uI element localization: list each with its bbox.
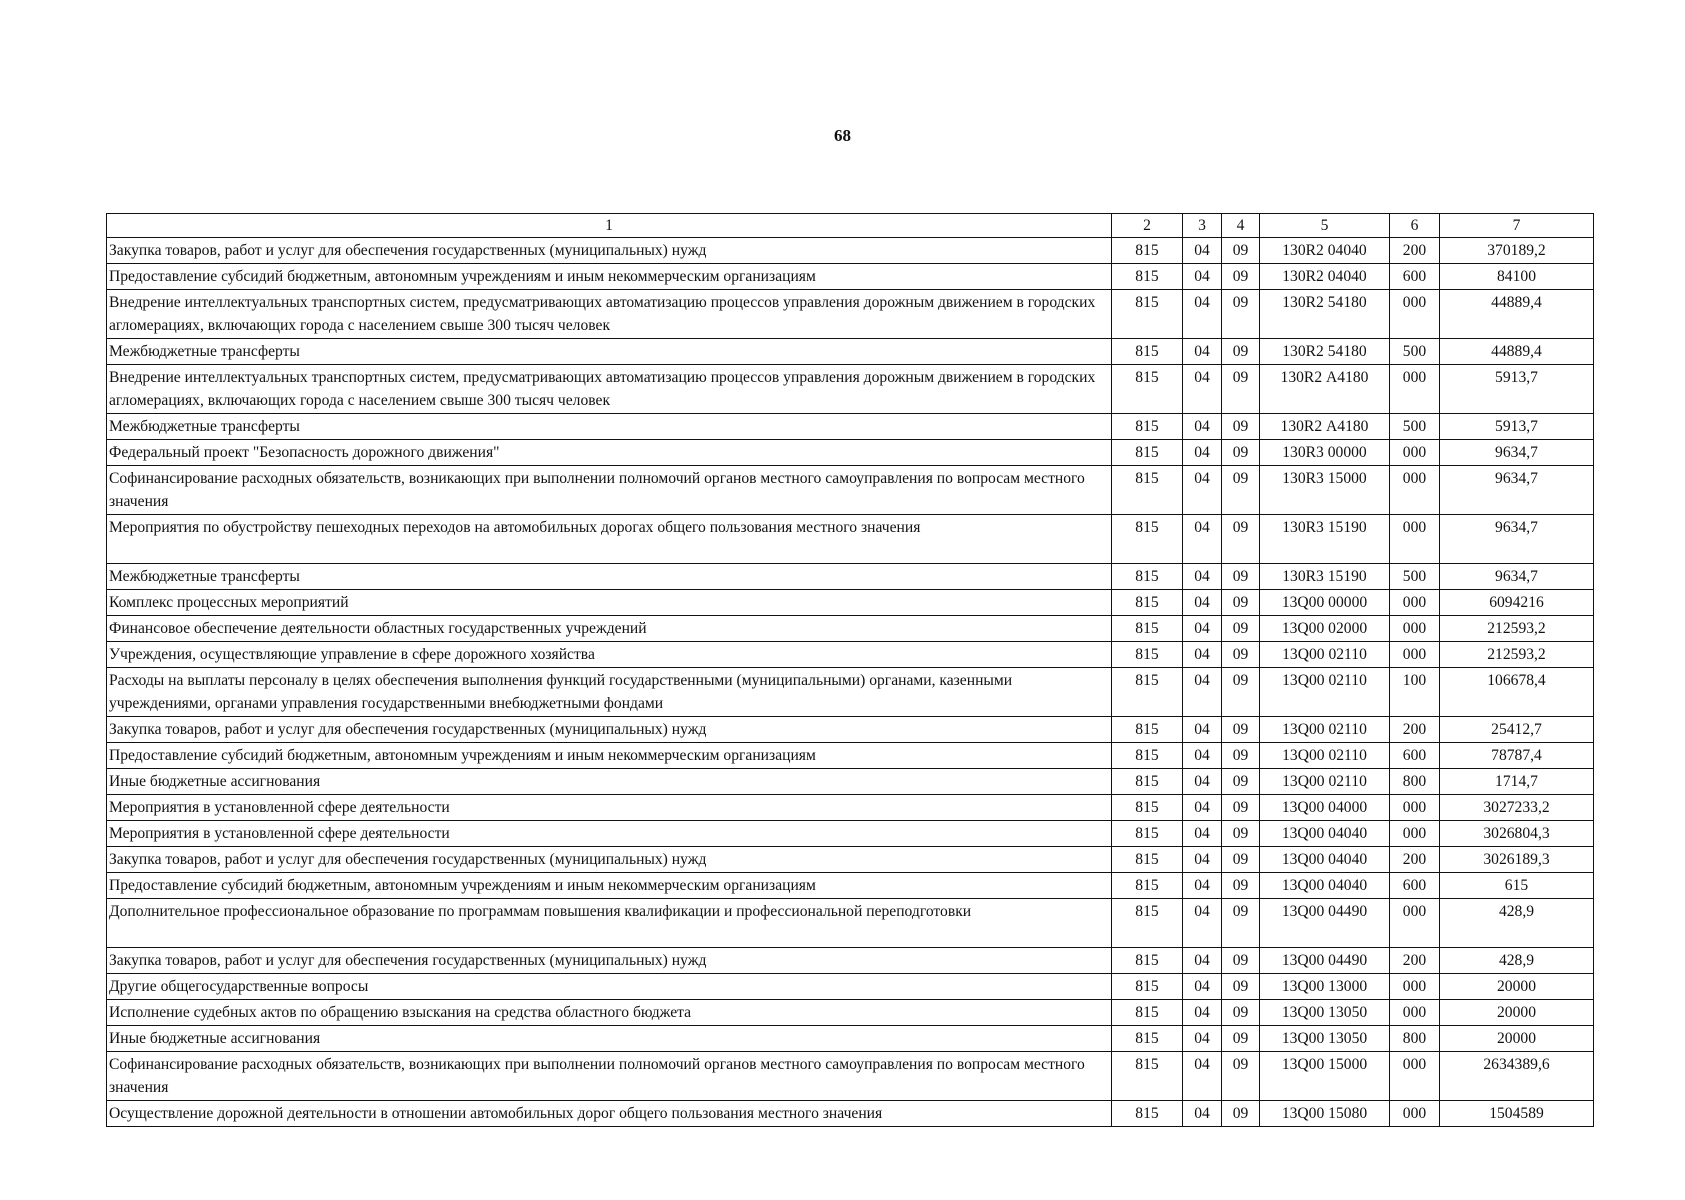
budget-table-container — [106, 213, 1593, 1127]
row-code-section: 04 — [1183, 564, 1222, 590]
row-code-target: 13Q00 04000 — [1260, 795, 1390, 821]
row-code-chapter: 815 — [1112, 564, 1183, 590]
row-amount: 1714,7 — [1440, 769, 1594, 795]
row-code-expense-type: 100 — [1390, 668, 1440, 717]
table-row — [107, 769, 1594, 795]
row-amount: 428,9 — [1440, 948, 1594, 974]
table-row — [107, 948, 1594, 974]
table-row — [107, 466, 1594, 515]
row-code-target: 130R2 54180 — [1260, 290, 1390, 339]
row-code-target: 13Q00 15080 — [1260, 1101, 1390, 1127]
row-code-expense-type: 000 — [1390, 365, 1440, 414]
row-description: Иные бюджетные ассигнования — [107, 1026, 1112, 1052]
table-row — [107, 339, 1594, 365]
row-code-chapter: 815 — [1112, 743, 1183, 769]
row-code-subsection: 09 — [1222, 821, 1260, 847]
table-row — [107, 590, 1594, 616]
row-code-section: 04 — [1183, 795, 1222, 821]
row-code-expense-type: 000 — [1390, 590, 1440, 616]
row-amount: 6094216 — [1440, 590, 1594, 616]
row-code-expense-type: 000 — [1390, 466, 1440, 515]
row-description: Внедрение интеллектуальных транспортных систем, предусматривающих автоматизацию процессов управления дорожным движением в городских агломерациях, включающих города с населением свыше 300 тысяч человек — [107, 290, 1112, 339]
row-code-subsection: 09 — [1222, 873, 1260, 899]
row-code-chapter: 815 — [1112, 1026, 1183, 1052]
row-description: Софинансирование расходных обязательств, возникающих при выполнении полномочий органов местного самоуправления по вопросам местного значения — [107, 466, 1112, 515]
row-code-expense-type: 000 — [1390, 1052, 1440, 1101]
row-code-subsection: 09 — [1222, 717, 1260, 743]
table-row — [107, 290, 1594, 339]
row-code-target: 13Q00 00000 — [1260, 590, 1390, 616]
table-row — [107, 264, 1594, 290]
row-code-subsection: 09 — [1222, 948, 1260, 974]
row-amount: 5913,7 — [1440, 414, 1594, 440]
row-code-section: 04 — [1183, 414, 1222, 440]
row-code-chapter: 815 — [1112, 238, 1183, 264]
row-description: Исполнение судебных актов по обращению взыскания на средства областного бюджета — [107, 1000, 1112, 1026]
row-amount: 44889,4 — [1440, 290, 1594, 339]
row-amount: 3026189,3 — [1440, 847, 1594, 873]
row-code-section: 04 — [1183, 290, 1222, 339]
row-code-chapter: 815 — [1112, 264, 1183, 290]
row-description: Межбюджетные трансферты — [107, 339, 1112, 365]
row-code-expense-type: 000 — [1390, 616, 1440, 642]
row-amount: 44889,4 — [1440, 339, 1594, 365]
header-col-1: 1 — [107, 214, 1112, 238]
row-amount: 370189,2 — [1440, 238, 1594, 264]
row-code-section: 04 — [1183, 974, 1222, 1000]
row-code-subsection: 09 — [1222, 590, 1260, 616]
row-code-section: 04 — [1183, 515, 1222, 564]
row-code-section: 04 — [1183, 847, 1222, 873]
row-code-target: 13Q00 02000 — [1260, 616, 1390, 642]
row-description: Другие общегосударственные вопросы — [107, 974, 1112, 1000]
row-amount: 78787,4 — [1440, 743, 1594, 769]
row-code-chapter: 815 — [1112, 873, 1183, 899]
row-description: Расходы на выплаты персоналу в целях обеспечения выполнения функций государственными (муниципальными) органами, казенными учреждениями, органами управления государственными внебюджетными фондами — [107, 668, 1112, 717]
row-code-section: 04 — [1183, 873, 1222, 899]
row-code-section: 04 — [1183, 264, 1222, 290]
row-amount: 20000 — [1440, 1026, 1594, 1052]
row-code-chapter: 815 — [1112, 717, 1183, 743]
row-code-chapter: 815 — [1112, 414, 1183, 440]
row-code-subsection: 09 — [1222, 440, 1260, 466]
header-col-3: 3 — [1183, 214, 1222, 238]
row-code-subsection: 09 — [1222, 515, 1260, 564]
row-code-section: 04 — [1183, 1101, 1222, 1127]
row-code-target: 13Q00 13050 — [1260, 1000, 1390, 1026]
row-code-expense-type: 200 — [1390, 847, 1440, 873]
row-description: Закупка товаров, работ и услуг для обеспечения государственных (муниципальных) нужд — [107, 847, 1112, 873]
row-description: Внедрение интеллектуальных транспортных систем, предусматривающих автоматизацию процессов управления дорожным движением в городских агломерациях, включающих города с населением свыше 300 тысяч человек — [107, 365, 1112, 414]
row-code-expense-type: 500 — [1390, 564, 1440, 590]
row-code-section: 04 — [1183, 668, 1222, 717]
budget-table — [106, 213, 1594, 1127]
row-amount: 9634,7 — [1440, 515, 1594, 564]
row-code-target: 130R2 А4180 — [1260, 414, 1390, 440]
row-code-subsection: 09 — [1222, 795, 1260, 821]
row-code-chapter: 815 — [1112, 795, 1183, 821]
row-code-target: 13Q00 15000 — [1260, 1052, 1390, 1101]
row-code-expense-type: 600 — [1390, 873, 1440, 899]
row-code-section: 04 — [1183, 948, 1222, 974]
table-row — [107, 717, 1594, 743]
row-code-chapter: 815 — [1112, 339, 1183, 365]
row-code-chapter: 815 — [1112, 948, 1183, 974]
row-code-subsection: 09 — [1222, 616, 1260, 642]
table-row — [107, 414, 1594, 440]
row-amount: 212593,2 — [1440, 616, 1594, 642]
row-description: Мероприятия в установленной сфере деятельности — [107, 821, 1112, 847]
row-code-target: 130R3 00000 — [1260, 440, 1390, 466]
header-col-5: 5 — [1260, 214, 1390, 238]
row-code-section: 04 — [1183, 769, 1222, 795]
row-code-chapter: 815 — [1112, 515, 1183, 564]
row-description: Мероприятия по обустройству пешеходных переходов на автомобильных дорогах общего пользования местного значения — [107, 515, 1112, 564]
row-code-expense-type: 000 — [1390, 974, 1440, 1000]
row-code-chapter: 815 — [1112, 365, 1183, 414]
row-amount: 20000 — [1440, 974, 1594, 1000]
row-code-subsection: 09 — [1222, 1101, 1260, 1127]
row-code-subsection: 09 — [1222, 1052, 1260, 1101]
row-amount: 9634,7 — [1440, 466, 1594, 515]
row-code-target: 13Q00 04490 — [1260, 899, 1390, 948]
row-code-section: 04 — [1183, 642, 1222, 668]
row-code-expense-type: 200 — [1390, 238, 1440, 264]
table-body — [107, 238, 1594, 1127]
row-code-target: 130R3 15000 — [1260, 466, 1390, 515]
table-row — [107, 974, 1594, 1000]
row-code-target: 13Q00 04040 — [1260, 821, 1390, 847]
row-code-subsection: 09 — [1222, 769, 1260, 795]
table-row — [107, 642, 1594, 668]
row-code-subsection: 09 — [1222, 264, 1260, 290]
row-description: Комплекс процессных мероприятий — [107, 590, 1112, 616]
row-code-section: 04 — [1183, 1052, 1222, 1101]
row-description: Межбюджетные трансферты — [107, 414, 1112, 440]
row-code-target: 130R2 А4180 — [1260, 365, 1390, 414]
row-code-target: 13Q00 04490 — [1260, 948, 1390, 974]
row-description: Предоставление субсидий бюджетным, автономным учреждениям и иным некоммерческим организациям — [107, 264, 1112, 290]
row-code-target: 13Q00 13000 — [1260, 974, 1390, 1000]
row-code-chapter: 815 — [1112, 847, 1183, 873]
row-description: Закупка товаров, работ и услуг для обеспечения государственных (муниципальных) нужд — [107, 238, 1112, 264]
row-code-target: 13Q00 04040 — [1260, 847, 1390, 873]
header-col-2: 2 — [1112, 214, 1183, 238]
row-code-expense-type: 000 — [1390, 290, 1440, 339]
header-col-6: 6 — [1390, 214, 1440, 238]
row-code-expense-type: 200 — [1390, 717, 1440, 743]
row-code-section: 04 — [1183, 339, 1222, 365]
row-code-chapter: 815 — [1112, 668, 1183, 717]
row-code-target: 130R3 15190 — [1260, 515, 1390, 564]
table-row — [107, 238, 1594, 264]
row-code-expense-type: 600 — [1390, 743, 1440, 769]
row-code-target: 13Q00 02110 — [1260, 668, 1390, 717]
row-code-subsection: 09 — [1222, 743, 1260, 769]
row-code-expense-type: 000 — [1390, 795, 1440, 821]
row-amount: 25412,7 — [1440, 717, 1594, 743]
page-number: 68 — [834, 126, 851, 145]
row-code-target: 13Q00 02110 — [1260, 642, 1390, 668]
row-code-chapter: 815 — [1112, 466, 1183, 515]
row-code-chapter: 815 — [1112, 290, 1183, 339]
table-row — [107, 847, 1594, 873]
row-description: Федеральный проект "Безопасность дорожного движения" — [107, 440, 1112, 466]
table-row — [107, 564, 1594, 590]
row-amount: 9634,7 — [1440, 440, 1594, 466]
row-code-subsection: 09 — [1222, 668, 1260, 717]
table-row — [107, 795, 1594, 821]
row-code-target: 130R2 04040 — [1260, 238, 1390, 264]
table-row — [107, 365, 1594, 414]
row-code-section: 04 — [1183, 1026, 1222, 1052]
table-row — [107, 1026, 1594, 1052]
table-row — [107, 821, 1594, 847]
row-code-section: 04 — [1183, 821, 1222, 847]
row-code-section: 04 — [1183, 1000, 1222, 1026]
table-row — [107, 1052, 1594, 1101]
table-row — [107, 1101, 1594, 1127]
row-code-subsection: 09 — [1222, 1026, 1260, 1052]
row-code-subsection: 09 — [1222, 899, 1260, 948]
row-code-section: 04 — [1183, 365, 1222, 414]
row-amount: 9634,7 — [1440, 564, 1594, 590]
row-code-target: 13Q00 02110 — [1260, 717, 1390, 743]
row-code-subsection: 09 — [1222, 365, 1260, 414]
row-description: Предоставление субсидий бюджетным, автономным учреждениям и иным некоммерческим организациям — [107, 873, 1112, 899]
table-row — [107, 873, 1594, 899]
row-code-expense-type: 800 — [1390, 769, 1440, 795]
header-col-7: 7 — [1440, 214, 1594, 238]
row-code-target: 13Q00 04040 — [1260, 873, 1390, 899]
row-description: Межбюджетные трансферты — [107, 564, 1112, 590]
table-row — [107, 515, 1594, 564]
row-code-subsection: 09 — [1222, 290, 1260, 339]
row-code-chapter: 815 — [1112, 616, 1183, 642]
row-amount: 615 — [1440, 873, 1594, 899]
row-code-target: 13Q00 02110 — [1260, 743, 1390, 769]
row-amount: 428,9 — [1440, 899, 1594, 948]
row-description: Дополнительное профессиональное образование по программам повышения квалификации и профессиональной переподготовки — [107, 899, 1112, 948]
row-code-target: 13Q00 13050 — [1260, 1026, 1390, 1052]
row-description: Предоставление субсидий бюджетным, автономным учреждениям и иным некоммерческим организациям — [107, 743, 1112, 769]
row-code-section: 04 — [1183, 899, 1222, 948]
row-code-chapter: 815 — [1112, 769, 1183, 795]
row-code-expense-type: 800 — [1390, 1026, 1440, 1052]
row-code-expense-type: 000 — [1390, 1101, 1440, 1127]
row-code-chapter: 815 — [1112, 821, 1183, 847]
table-row — [107, 899, 1594, 948]
row-code-expense-type: 000 — [1390, 899, 1440, 948]
row-code-subsection: 09 — [1222, 339, 1260, 365]
row-amount: 106678,4 — [1440, 668, 1594, 717]
row-code-target: 130R2 04040 — [1260, 264, 1390, 290]
row-code-section: 04 — [1183, 743, 1222, 769]
row-description: Закупка товаров, работ и услуг для обеспечения государственных (муниципальных) нужд — [107, 717, 1112, 743]
row-code-subsection: 09 — [1222, 466, 1260, 515]
row-code-section: 04 — [1183, 466, 1222, 515]
row-code-chapter: 815 — [1112, 590, 1183, 616]
table-row — [107, 1000, 1594, 1026]
row-description: Закупка товаров, работ и услуг для обеспечения государственных (муниципальных) нужд — [107, 948, 1112, 974]
row-code-expense-type: 600 — [1390, 264, 1440, 290]
row-amount: 2634389,6 — [1440, 1052, 1594, 1101]
row-description: Иные бюджетные ассигнования — [107, 769, 1112, 795]
row-code-expense-type: 000 — [1390, 1000, 1440, 1026]
row-code-section: 04 — [1183, 440, 1222, 466]
row-description: Учреждения, осуществляющие управление в сфере дорожного хозяйства — [107, 642, 1112, 668]
table-row — [107, 616, 1594, 642]
row-description: Мероприятия в установленной сфере деятельности — [107, 795, 1112, 821]
row-code-chapter: 815 — [1112, 974, 1183, 1000]
table-row — [107, 743, 1594, 769]
row-code-subsection: 09 — [1222, 1000, 1260, 1026]
row-code-section: 04 — [1183, 238, 1222, 264]
row-amount: 1504589 — [1440, 1101, 1594, 1127]
row-code-subsection: 09 — [1222, 974, 1260, 1000]
row-amount: 5913,7 — [1440, 365, 1594, 414]
row-code-chapter: 815 — [1112, 642, 1183, 668]
table-row — [107, 668, 1594, 717]
row-code-expense-type: 200 — [1390, 948, 1440, 974]
table-row — [107, 440, 1594, 466]
row-code-chapter: 815 — [1112, 1000, 1183, 1026]
row-code-expense-type: 000 — [1390, 821, 1440, 847]
header-row — [107, 214, 1594, 238]
row-code-expense-type: 000 — [1390, 515, 1440, 564]
row-code-subsection: 09 — [1222, 847, 1260, 873]
row-description: Софинансирование расходных обязательств, возникающих при выполнении полномочий органов местного самоуправления по вопросам местного значения — [107, 1052, 1112, 1101]
row-code-subsection: 09 — [1222, 642, 1260, 668]
row-code-chapter: 815 — [1112, 1101, 1183, 1127]
row-code-expense-type: 000 — [1390, 642, 1440, 668]
row-code-expense-type: 500 — [1390, 339, 1440, 365]
row-description: Осуществление дорожной деятельности в отношении автомобильных дорог общего пользования местного значения — [107, 1101, 1112, 1127]
row-code-target: 130R3 15190 — [1260, 564, 1390, 590]
row-code-subsection: 09 — [1222, 414, 1260, 440]
row-code-section: 04 — [1183, 590, 1222, 616]
row-code-expense-type: 500 — [1390, 414, 1440, 440]
row-code-target: 130R2 54180 — [1260, 339, 1390, 365]
row-description: Финансовое обеспечение деятельности областных государственных учреждений — [107, 616, 1112, 642]
row-code-subsection: 09 — [1222, 238, 1260, 264]
row-code-chapter: 815 — [1112, 899, 1183, 948]
row-code-section: 04 — [1183, 616, 1222, 642]
row-code-expense-type: 000 — [1390, 440, 1440, 466]
row-code-section: 04 — [1183, 717, 1222, 743]
header-col-4: 4 — [1222, 214, 1260, 238]
row-code-target: 13Q00 02110 — [1260, 769, 1390, 795]
row-amount: 3026804,3 — [1440, 821, 1594, 847]
row-amount: 20000 — [1440, 1000, 1594, 1026]
row-code-chapter: 815 — [1112, 440, 1183, 466]
row-amount: 212593,2 — [1440, 642, 1594, 668]
row-amount: 84100 — [1440, 264, 1594, 290]
row-code-chapter: 815 — [1112, 1052, 1183, 1101]
row-code-subsection: 09 — [1222, 564, 1260, 590]
row-amount: 3027233,2 — [1440, 795, 1594, 821]
